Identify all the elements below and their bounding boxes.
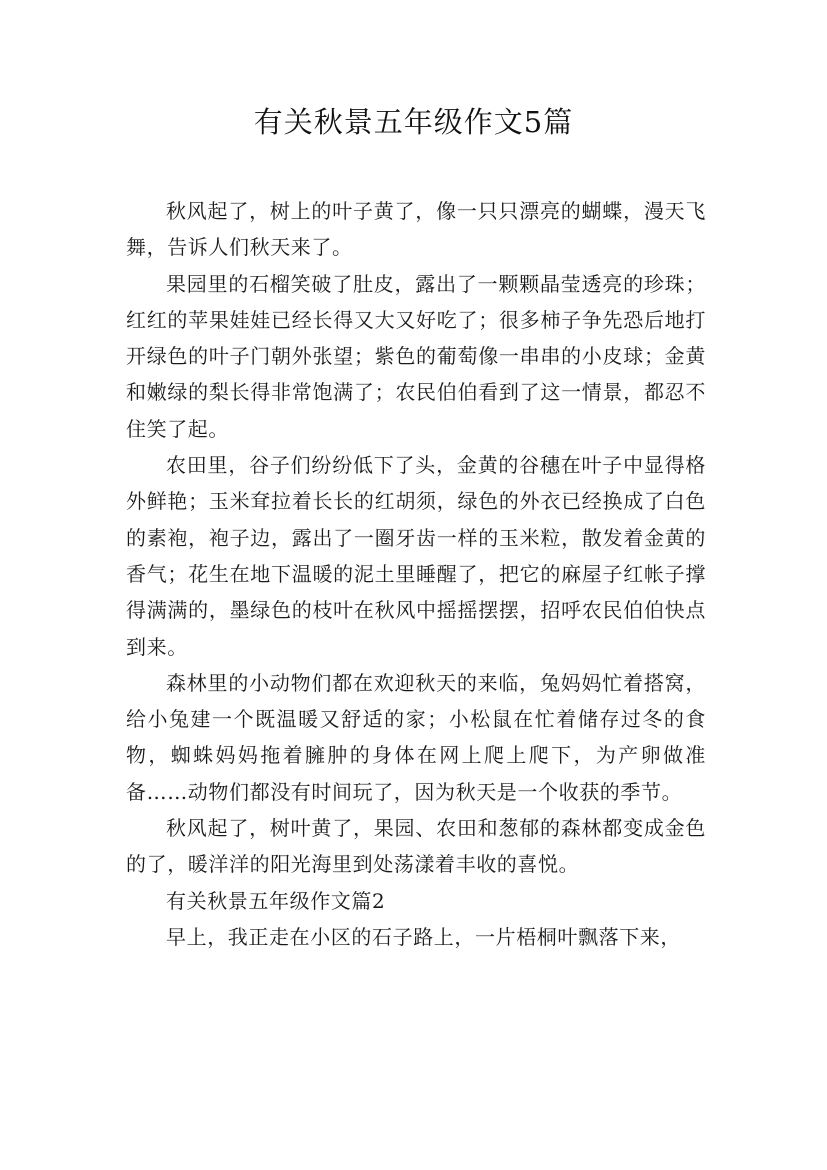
paragraph: 果园里的石榴笑破了肚皮，露出了一颗颗晶莹透亮的珍珠；红红的苹果娃娃已经长得又大又好吃了；很多柿子争先恐后地打开绿色的叶子门朝外张望；紫色的葡萄像一串串的小皮球；金黄和嫩绿的梨长得非常饱满了；农民伯伯看到了这一情景，都忍不住笑了起。 bbox=[126, 271, 706, 441]
section-subheading: 有关秋景五年级作文篇2 bbox=[166, 888, 386, 913]
document-body bbox=[126, 193, 706, 955]
paragraph: 农田里，谷子们纷纷低下了头，金黄的谷穗在叶子中显得格外鲜艳；玉米耷拉着长长的红胡须，绿色的外衣已经换成了白色的素袍，袍子边，露出了一圈牙齿一样的玉米粒，散发着金黄的香气；花生在地下温暖的泥土里睡醒了，把它的麻屋子红帐子撑得满满的，墨绿色的枝叶在秋风中摇摇摆摆，招呼农民伯伯快点到来。 bbox=[126, 453, 706, 659]
paragraph: 秋风起了，树上的叶子黄了，像一只只漂亮的蝴蝶，漫天飞舞，告诉人们秋天来了。 bbox=[126, 199, 706, 260]
paragraph: 早上，我正走在小区的石子路上，一片梧桐叶飘落下来， bbox=[166, 924, 681, 949]
paragraph: 秋风起了，树叶黄了，果园、农田和葱郁的森林都变成金色的了，暖洋洋的阳光海里到处荡漾着丰收的喜悦。 bbox=[126, 816, 706, 877]
paragraph: 森林里的小动物们都在欢迎秋天的来临，兔妈妈忙着搭窝，给小兔建一个既温暖又舒适的家；小松鼠在忙着储存过冬的食物，蜘蛛妈妈拖着臃肿的身体在网上爬上爬下，为产卵做准备……动物们都没有时间玩了，因为秋天是一个收获的季节。 bbox=[126, 670, 706, 804]
document-title: 有关秋景五年级作文5篇 bbox=[253, 105, 574, 139]
